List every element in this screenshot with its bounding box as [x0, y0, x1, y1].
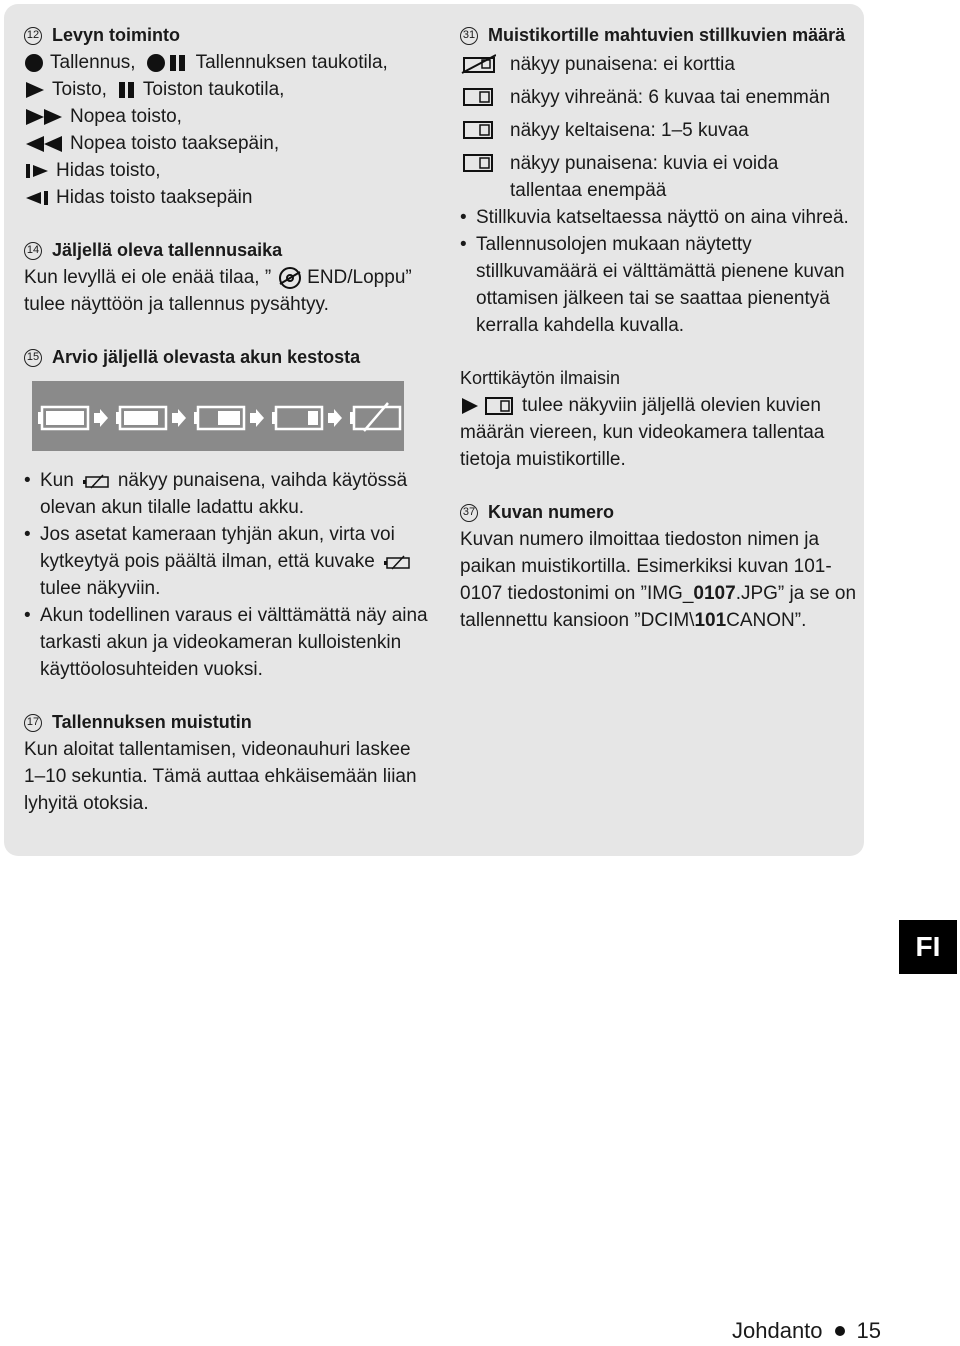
battery-high-icon	[116, 407, 166, 429]
no-card-icon	[460, 54, 496, 74]
bullet-item: • Stillkuvia katseltaessa näyttö on aina vihreä.	[460, 204, 850, 231]
battery-level-diagram	[32, 381, 404, 451]
section-37-heading: 37 Kuvan numero	[460, 499, 850, 526]
play-line: Toisto, Toiston taukotila,	[24, 76, 424, 103]
spacer	[24, 318, 424, 344]
card-access-line-1: tulee näkyviin jäljellä olevien kuvien	[460, 392, 850, 419]
section-12-heading: 12 Levyn toiminto	[24, 22, 424, 49]
arrow-right-icon	[328, 409, 342, 427]
rewind-icon	[24, 134, 64, 154]
spacer	[24, 211, 424, 237]
section-15-heading: 15 Arvio jäljellä olevasta akun kestosta	[24, 344, 424, 371]
footer-section: Johdanto	[732, 1318, 823, 1343]
record-pause-icon	[146, 53, 190, 73]
bullet-item: • Kun näkyy punaisena, vaihda käytössä olevan akun tilalle ladattu akku.	[24, 467, 424, 521]
slow-reverse-icon	[24, 188, 50, 208]
memory-card-icon	[460, 87, 496, 107]
bullet-item: • Akun todellinen varaus ei välttämättä näy aina tarkasti akun ja videokameran kulloistenkin käyttöolosuhteiden vuoksi.	[24, 602, 424, 683]
no-card-line: näkyy punaisena: ei korttia	[460, 51, 850, 78]
battery-full-icon	[38, 407, 88, 429]
section-14-heading: 14 Jäljellä oleva tallennusaika	[24, 237, 424, 264]
bullet-separator	[835, 1326, 845, 1336]
spacer	[460, 473, 850, 499]
memory-card-icon	[484, 396, 516, 416]
rewind-line: Nopea toisto taaksepäin,	[24, 130, 424, 157]
bullet-item: • Tallennusolojen mukaan näytetty stillkuvamäärä ei välttämättä pienene kuvan ottamisen jälkeen tai se saattaa pienentyä kerralla kahdella kuvalla.	[460, 231, 846, 339]
slow-play-icon	[24, 161, 50, 181]
section-17-heading: 17 Tallennuksen muistutin	[24, 709, 424, 736]
section-17-line: 1–10 sekuntia. Tämä auttaa ehkäisemään liian	[24, 766, 417, 787]
card-red-line: näkyy punaisena: kuvia ei voida tallentaa enempää	[460, 150, 850, 204]
page-number: 15	[856, 1318, 882, 1343]
language-tab: FI	[899, 920, 957, 974]
left-column	[24, 22, 428, 817]
section-37-line: Kuvan numero ilmoittaa tiedoston nimen ja	[460, 529, 820, 550]
card-yellow-line: näkyy keltaisena: 1–5 kuvaa	[460, 117, 850, 144]
record-line: Tallennus, Tallennuksen taukotila,	[24, 49, 424, 76]
memory-card-icon	[460, 120, 496, 140]
slow-play-line: Hidas toisto,	[24, 157, 424, 184]
fast-forward-line: Nopea toisto,	[24, 103, 424, 130]
arrow-right-icon	[94, 409, 108, 427]
circled-number: 17	[24, 714, 42, 732]
bullet-item: • Jos asetat kameraan tyhjän akun, virta voi kytkeytyä pois päältä ilman, että kuvake tulee näkyviin.	[24, 521, 424, 602]
battery-sequence-icon	[32, 381, 404, 451]
section-31-heading: 31 Muistikortille mahtuvien stillkuvien määrä	[460, 22, 850, 49]
circled-number: 37	[460, 504, 478, 522]
section-37-line: paikan muistikortilla. Esimerkiksi kuvan 101-	[460, 556, 832, 577]
battery-empty-small-icon	[383, 553, 411, 571]
fast-forward-icon	[24, 107, 64, 127]
battery-medium-icon	[194, 407, 244, 429]
play-icon	[24, 80, 46, 100]
card-green-line: näkyy vihreänä: 6 kuvaa tai enemmän	[460, 84, 850, 111]
arrow-right-icon	[172, 409, 186, 427]
battery-empty-icon	[350, 403, 400, 431]
circled-number: 31	[460, 27, 478, 45]
circled-number: 15	[24, 349, 42, 367]
right-column	[460, 22, 857, 634]
section-37-line: tallennettu kansioon ”DCIM\ 101 CANON”.	[460, 610, 807, 631]
slow-reverse-line: Hidas toisto taaksepäin	[24, 184, 424, 211]
memory-card-icon	[460, 153, 496, 173]
section-17-line: lyhyitä otoksia.	[24, 793, 149, 814]
circled-number: 14	[24, 242, 42, 260]
spacer	[460, 339, 850, 365]
section-37-line: 0107 tiedostonimi on ”IMG_ 0107 .JPG” ja se on	[460, 583, 857, 604]
page-footer	[732, 1318, 881, 1344]
play-icon	[460, 396, 480, 416]
circled-number: 12	[24, 27, 42, 45]
spacer	[24, 683, 424, 709]
card-access-heading: Korttikäytön ilmaisin	[460, 368, 621, 388]
section-14-line-2: tulee näyttöön ja tallennus pysähtyy.	[24, 294, 329, 315]
battery-low-icon	[272, 407, 322, 429]
disc-end-icon	[275, 267, 305, 289]
card-access-line-3: tietoja muistikortille.	[460, 449, 626, 470]
battery-empty-small-icon	[82, 472, 110, 490]
card-access-line-2: määrän viereen, kun videokamera tallentaa	[460, 422, 825, 443]
section-14-line-1: Kun levyllä ei ole enää tilaa, ” END/Loppu”	[24, 267, 412, 288]
section-17-line: Kun aloitat tallentamisen, videonauhuri laskee	[24, 739, 411, 760]
record-icon	[24, 53, 44, 73]
pause-icon	[117, 80, 137, 100]
arrow-right-icon	[250, 409, 264, 427]
